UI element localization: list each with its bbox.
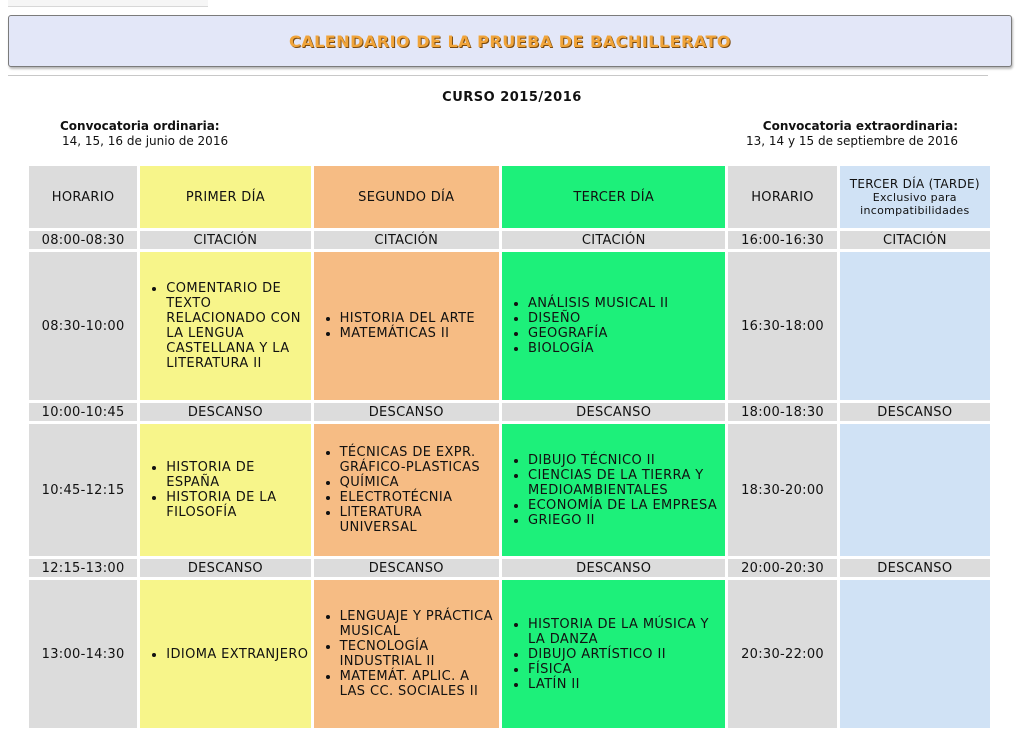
subject-item: • HISTORIA DE LA MÚSICA Y LA DANZA (528, 617, 725, 647)
title-banner (8, 15, 1012, 67)
subject-item: • ANÁLISIS MUSICAL II (528, 296, 725, 311)
subject-list (314, 311, 499, 341)
break-row (29, 403, 990, 421)
subject-item: • HISTORIA DE LA FILOSOFÍA (166, 490, 310, 520)
tarde-cell: CITACIÓN (840, 231, 990, 249)
header-extra-note: Exclusivo para incompatibilidades (860, 190, 970, 217)
ordinaria-block (60, 119, 228, 149)
tercer-dia-cell: CITACIÓN (502, 231, 725, 249)
subject-list (502, 617, 725, 692)
tarde-cell (840, 424, 990, 556)
divider (8, 75, 988, 76)
primer-dia-cell (140, 580, 310, 728)
subject-item: • HISTORIA DE ESPAÑA (166, 460, 310, 490)
extraordinaria-label: Convocatoria extraordinaria: (762, 119, 958, 133)
schedule-body (29, 231, 990, 728)
subject-item: • FÍSICA (528, 662, 725, 677)
subject-list (314, 445, 499, 535)
segundo-dia-cell: CITACIÓN (314, 231, 499, 249)
header-row (29, 166, 990, 228)
time-cell: 10:00-10:45 (29, 403, 137, 421)
ordinaria-dates: 14, 15, 16 de junio de 2016 (62, 134, 229, 148)
header-tercer-dia-tarde (840, 166, 990, 228)
subject-item: • GEOGRAFÍA (528, 326, 725, 341)
tarde-cell (840, 580, 990, 728)
subject-list (140, 460, 310, 520)
subject-item: • CIENCIAS DE LA TIERRA Y MEDIOAMBIENTALES (528, 468, 725, 498)
subject-item: • TECNOLOGÍA INDUSTRIAL II (340, 639, 499, 669)
top-strip (8, 0, 208, 7)
primer-dia-cell: DESCANSO (140, 403, 310, 421)
time-tarde-cell: 20:00-20:30 (728, 559, 836, 577)
header-extra-title: TERCER DÍA (TARDE) (849, 176, 980, 191)
time-cell: 13:00-14:30 (29, 580, 137, 728)
segundo-dia-cell (314, 252, 499, 400)
subject-item: • ECONOMÍA DE LA EMPRESA (528, 498, 725, 513)
extraordinaria-dates: 13, 14 y 15 de septiembre de 2016 (746, 134, 958, 148)
segundo-dia-cell (314, 424, 499, 556)
tercer-dia-cell (502, 580, 725, 728)
time-tarde-cell: 18:00-18:30 (728, 403, 836, 421)
tercer-dia-cell (502, 424, 725, 556)
time-cell: 08:30-10:00 (29, 252, 137, 400)
subject-item: • MATEMÁTICAS II (340, 326, 499, 341)
header-tercer-dia: TERCER DÍA (502, 166, 725, 228)
course-label: CURSO 2015/2016 (442, 90, 582, 105)
primer-dia-cell: DESCANSO (140, 559, 310, 577)
header-primer-dia: PRIMER DÍA (140, 166, 310, 228)
subject-list (502, 453, 725, 528)
subject-item: • GRIEGO II (528, 513, 725, 528)
subject-list (140, 647, 310, 662)
subject-item: • DIBUJO ARTÍSTICO II (528, 647, 725, 662)
subject-item: • LENGUAJE Y PRÁCTICA MUSICAL (340, 609, 499, 639)
subject-item: • TÉCNICAS DE EXPR. GRÁFICO-PLASTICAS (340, 445, 499, 475)
subject-list (314, 609, 499, 699)
segundo-dia-cell (314, 580, 499, 728)
extraordinaria-block (746, 119, 958, 149)
time-cell: 08:00-08:30 (29, 231, 137, 249)
time-cell: 12:15-13:00 (29, 559, 137, 577)
subject-item: • QUÍMICA (340, 475, 499, 490)
subject-item: • LITERATURA UNIVERSAL (340, 505, 499, 535)
subject-list (502, 296, 725, 356)
time-tarde-cell: 20:30-22:00 (728, 580, 836, 728)
subject-item: • BIOLOGÍA (528, 341, 725, 356)
header-segundo-dia: SEGUNDO DÍA (314, 166, 499, 228)
subject-item: • DIBUJO TÉCNICO II (528, 453, 725, 468)
tercer-dia-cell: DESCANSO (502, 559, 725, 577)
subject-item: • DISEÑO (528, 311, 725, 326)
tarde-cell: DESCANSO (840, 559, 990, 577)
subject-item: • LATÍN II (528, 677, 725, 692)
page-title: CALENDARIO DE LA PRUEBA DE BACHILLERATO (288, 31, 732, 51)
schedule-table (26, 163, 993, 731)
subject-item: • ELECTROTÉCNIA (340, 490, 499, 505)
tarde-cell: DESCANSO (840, 403, 990, 421)
segundo-dia-cell: DESCANSO (314, 559, 499, 577)
break-row (29, 559, 990, 577)
header-horario-tarde: HORARIO (728, 166, 836, 228)
subject-item: • COMENTARIO DE TEXTO RELACIONADO CON LA LENGUA CASTELLANA Y LA LITERATURA II (166, 281, 310, 371)
slot-row (29, 252, 990, 400)
time-cell: 10:45-12:15 (29, 424, 137, 556)
subject-item: • MATEMÁT. APLIC. A LAS CC. SOCIALES II (340, 669, 499, 699)
primer-dia-cell (140, 424, 310, 556)
ordinaria-label: Convocatoria ordinaria: (60, 119, 220, 133)
time-tarde-cell: 16:30-18:00 (728, 252, 836, 400)
primer-dia-cell (140, 252, 310, 400)
time-tarde-cell: 16:00-16:30 (728, 231, 836, 249)
primer-dia-cell: CITACIÓN (140, 231, 310, 249)
break-row (29, 231, 990, 249)
tercer-dia-cell: DESCANSO (502, 403, 725, 421)
subject-item: • HISTORIA DEL ARTE (340, 311, 499, 326)
tercer-dia-cell (502, 252, 725, 400)
time-tarde-cell: 18:30-20:00 (728, 424, 836, 556)
slot-row (29, 424, 990, 556)
header-horario: HORARIO (29, 166, 137, 228)
segundo-dia-cell: DESCANSO (314, 403, 499, 421)
tarde-cell (840, 252, 990, 400)
subject-item: • IDIOMA EXTRANJERO (166, 647, 310, 662)
slot-row (29, 580, 990, 728)
subject-list (140, 281, 310, 371)
